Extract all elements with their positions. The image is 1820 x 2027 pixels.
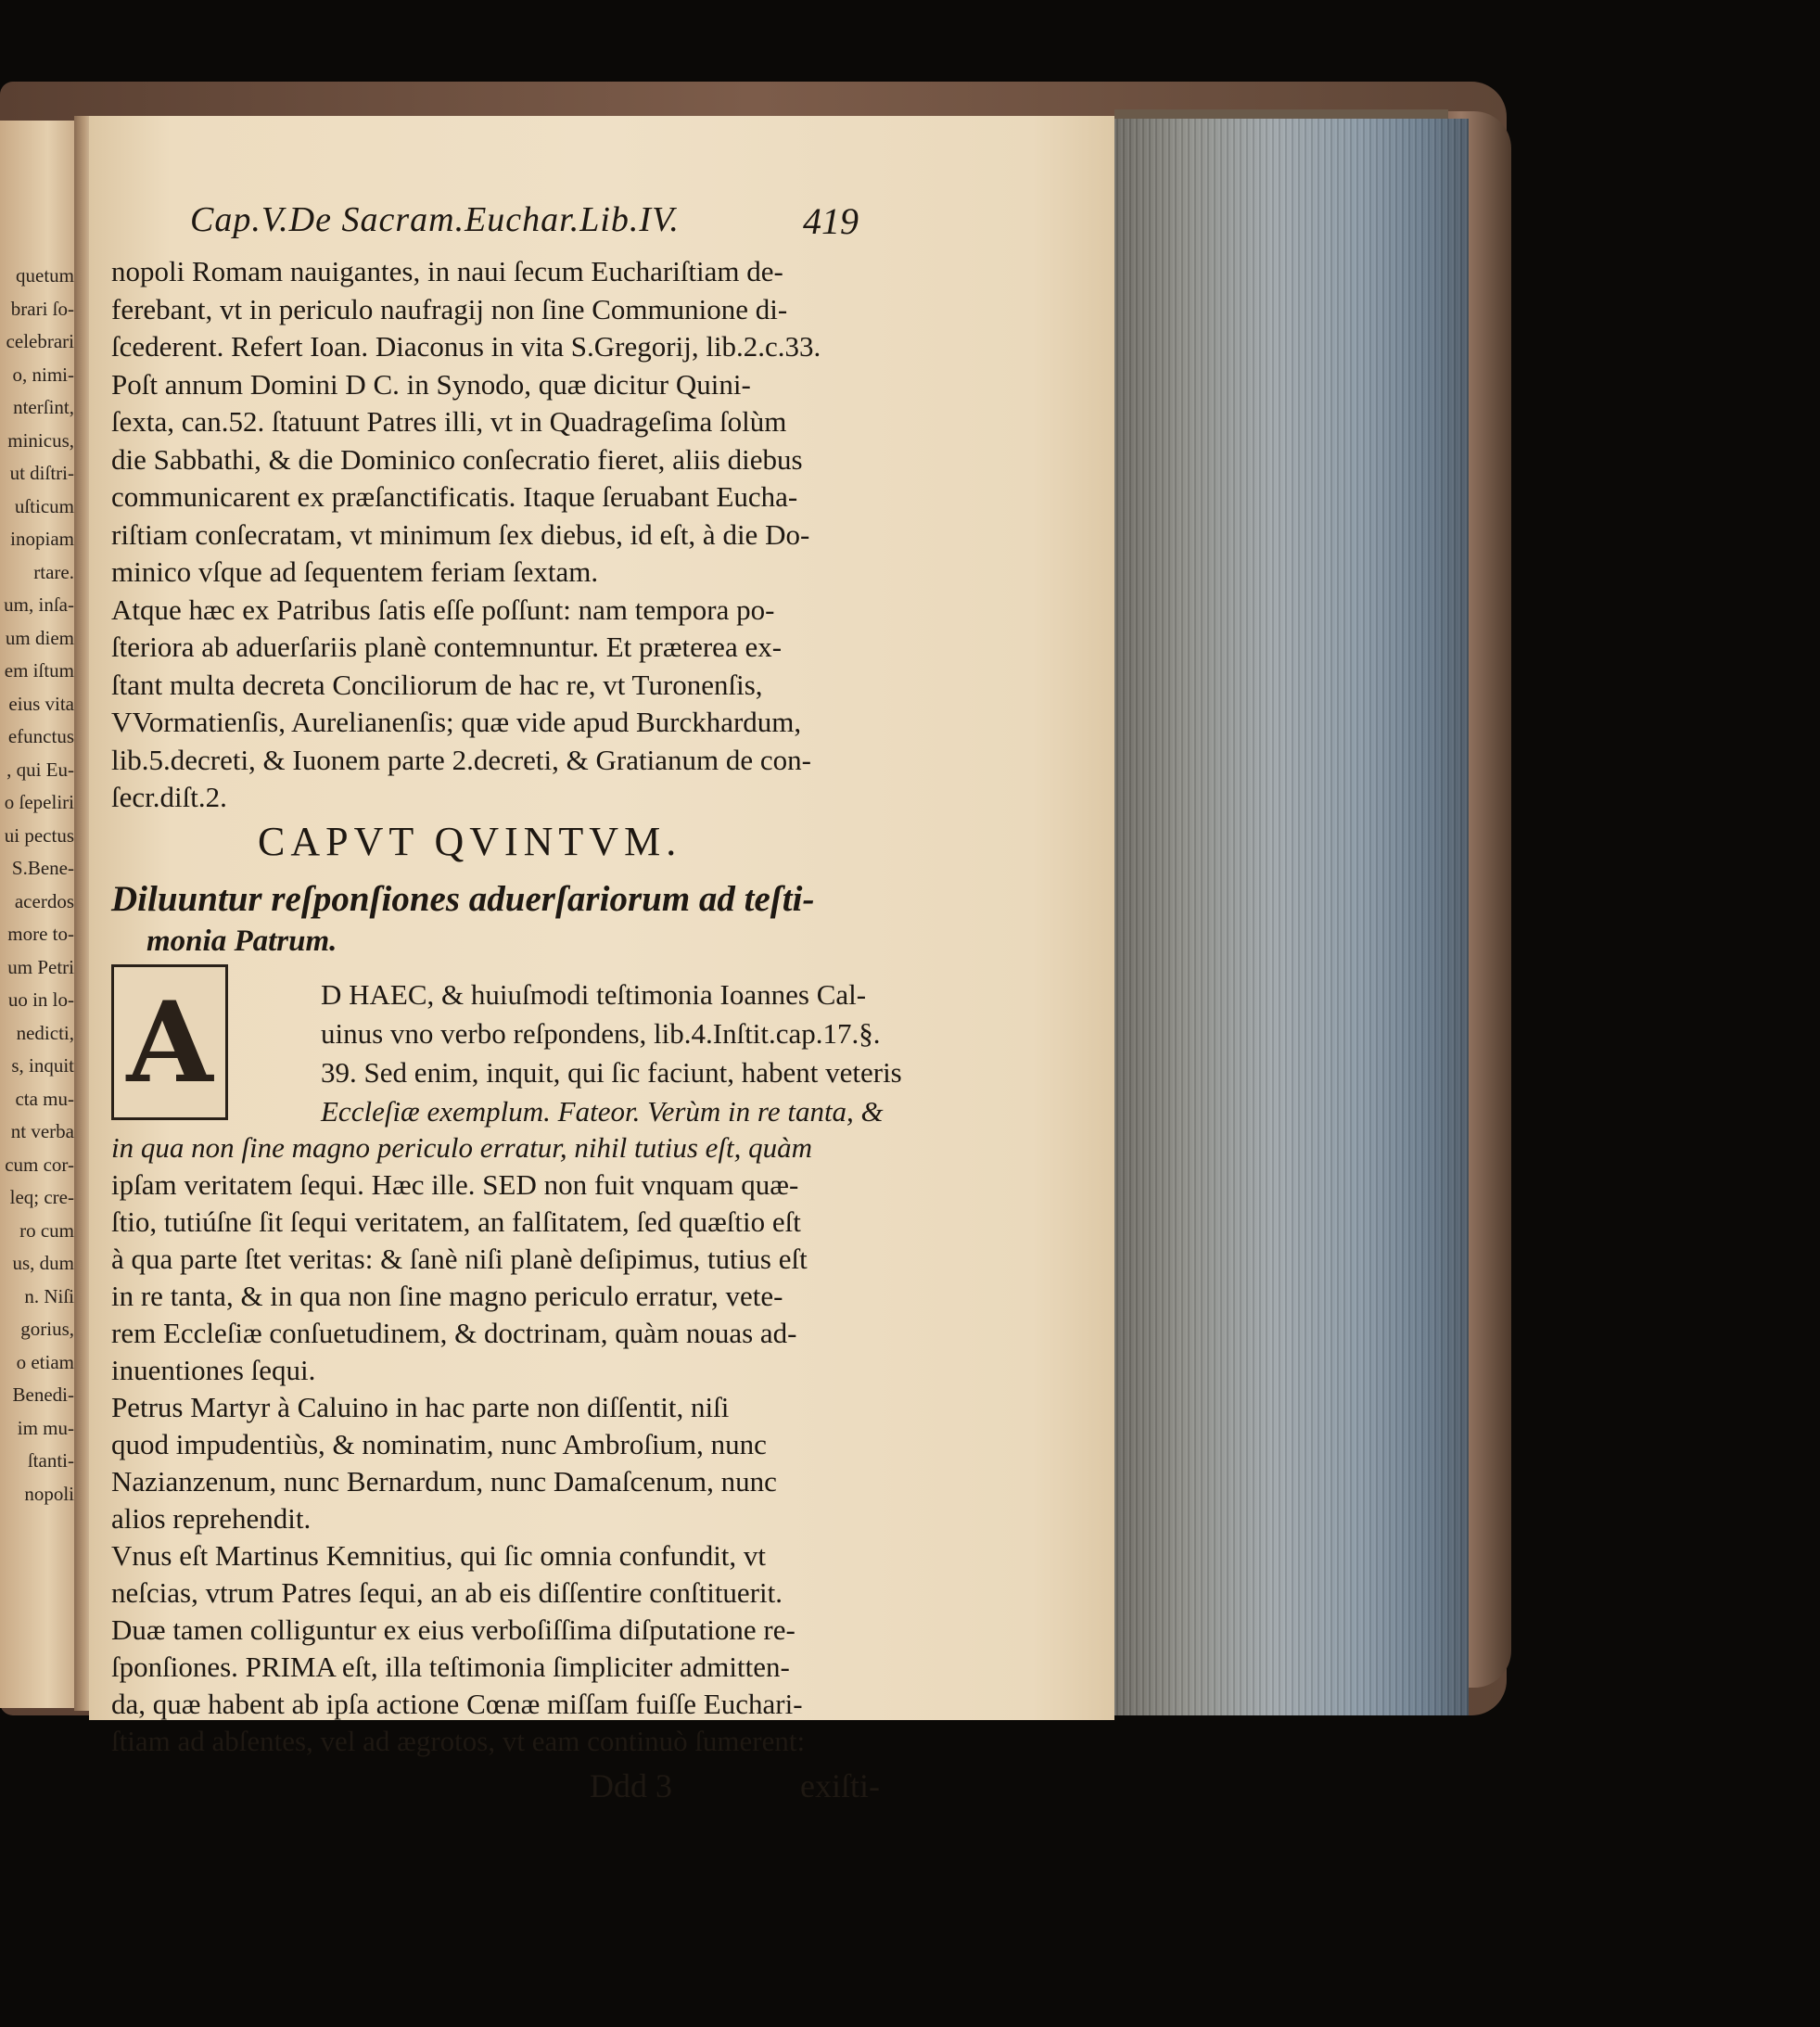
page-text [89,116,1114,1804]
left-page-text [0,260,74,1511]
left-page-fragment: eius vita [8,692,74,715]
text-line: neſcias, vtrum Patres ſequi, an ab eis diſſentire conſtituerit. [111,1576,783,1609]
left-page-fragment: cum cor- [5,1153,74,1176]
right-page [89,116,1114,1804]
text-line: ſcederent. Refert Ioan. Diaconus in vita S.Gregorij, lib.2.c.33. [111,330,821,363]
text-line: ſponſiones. PRIMA eſt, illa teſtimonia ſimpliciter admitten- [111,1651,790,1683]
initial-letter: A [126,976,213,1108]
text-line: communicarent ex præſanctificatis. Itaque ſeruabant Eucha- [111,480,798,513]
running-head: Cap.V.De Sacram.Euchar.Lib.IV. [190,200,680,239]
left-page-fragment: um Petri [7,955,74,978]
text-line: Atque hæc ex Patribus ſatis eſſe poſſunt: nam tempora po- [111,593,775,626]
left-page-fragment: um diem [5,626,74,649]
text-line: Vnus eſt Martinus Kemnitius, qui ſic omnia confundit, vt [111,1539,767,1572]
catchword: exiſti- [800,1767,880,1804]
left-page-fragment: nopoli [24,1482,74,1505]
left-page-fragment: more to- [7,923,74,945]
decorated-initial [111,964,228,1120]
text-line: D HAEC, & huiuſmodi teſtimonia Ioannes Cal- [321,978,867,1011]
text-line: VVormatienſis, Aurelianenſis; quæ vide apud Burckhardum, [111,706,802,738]
left-page-fragment: minicus, [7,428,74,452]
left-page-fragment: s, inquit [11,1054,74,1077]
left-page-fragment: celebrari [6,330,74,352]
text-line: minico vſque ad ſequentem feriam ſextam. [111,555,599,588]
fore-edge [1114,119,1469,1715]
left-page-fragment: uſticum [14,494,74,517]
left-page-fragment: nterſint, [13,396,74,418]
left-page-fragment: inopiam [10,528,74,550]
text-line: die Sabbathi, & die Dominico conſecratio fieret, aliis diebus [111,442,803,476]
text-line: à qua parte ſtet veritas: & ſanè niſi planè deſipimus, tutius eſt [111,1243,808,1275]
text-line: ſtio, tutiúſne ſit ſequi veritatem, an falſitatem, ſed quæſtio eſt [111,1205,801,1238]
text-line: quod impudentiùs, & nominatim, nunc Ambroſium, nunc [111,1428,767,1460]
text-line: lib.5.decreti, & Iuonem parte 2.decreti, & Gratianum de con- [111,743,811,776]
left-page-fragment: ui pectus [4,823,74,847]
left-page-fragment: nt verba [10,1120,74,1142]
text-line: ſtant multa decreta Conciliorum de hac re, vt Turonenſis, [111,668,763,701]
left-page-fragment: S.Bene- [11,857,74,879]
left-page-fragment: uo in lo- [7,988,74,1011]
chapter-subtitle-line-2: monia Patrum. [146,924,337,958]
left-page-fragment: ut diſtri- [9,462,74,484]
page-number: 419 [803,200,859,242]
left-page-fragment: leq; cre- [9,1186,74,1208]
left-page-fragment: ro cum [19,1218,74,1242]
text-line: Petrus Martyr à Caluino in hac parte non diſſentit, niſi [111,1391,730,1423]
left-page-fragment: cta mu- [15,1087,74,1110]
text-line: ſtiam ad abſentes, vel ad ægrotos, vt eam continuò ſumerent: [111,1725,806,1757]
left-page-fragment: o ſepeliri [4,791,74,813]
left-page-fragment: gorius, [20,1318,74,1340]
text-line: inuentiones ſequi. [111,1354,316,1386]
text-line: in qua non ſine magno periculo erratur, nihil tutius eſt, quàm [111,1131,813,1164]
text-line: Eccleſiæ exemplum. Fateor. Verùm in re tanta, & [321,1095,884,1128]
left-page-fragment: o, nimi- [12,363,74,386]
left-page [0,121,80,1708]
text-line: Nazianzenum, nunc Bernardum, nunc Damaſcenum, nunc [111,1465,777,1498]
text-line: ſexta, can.52. ſtatuunt Patres illi, vt in Quadrageſima ſolùm [111,405,787,438]
left-page-fragment: Benedi- [12,1383,74,1406]
text-line: riſtiam conſecratam, vt minimum ſex diebus, id eſt, à die Do- [111,517,810,551]
left-page-fragment: ſtanti- [27,1449,74,1472]
left-page-fragment: , qui Eu- [6,758,74,781]
left-page-fragment: efunctus [7,725,74,747]
text-line: Poſt annum Domini D C. in Synodo, quæ dicitur Quini- [111,367,751,401]
left-page-fragment: nedicti, [16,1021,74,1044]
left-page-fragment: n. Niſi [24,1284,74,1307]
left-page-fragment: im mu- [17,1416,74,1439]
text-line: 39. Sed enim, inquit, qui ſic faciunt, habent veteris [321,1056,902,1089]
text-line: ſecr.diſt.2. [111,781,227,813]
left-page-fragment: um, inſa- [4,593,74,616]
text-line: ipſam veritatem ſequi. Hæc ille. SED non fuit vnquam quæ- [111,1168,799,1201]
text-line: ſteriora ab aduerſariis planè contemnuntur. Et præterea ex- [111,631,783,663]
text-line: in re tanta, & in qua non ſine magno periculo erratur, vete- [111,1280,783,1312]
chapter-subtitle-line-1: Diluuntur reſponſiones aduerſariorum ad teſti- [111,879,815,919]
left-page-fragment: us, dum [12,1252,74,1274]
chapter-heading: CAPVT QVINTVM. [258,819,682,864]
left-page-fragment: o etiam [16,1350,74,1373]
left-page-fragment: quetum [16,264,74,287]
text-line: uinus vno verbo reſpondens, lib.4.Inſtit.cap.17.§. [321,1017,881,1050]
signature-mark: Ddd 3 [590,1767,672,1804]
text-line: nopoli Romam nauigantes, in naui ſecum Euchariſtiam de- [111,255,783,287]
text-line: rem Eccleſiæ conſuetudinem, & doctrinam, quàm nouas ad- [111,1317,797,1349]
text-line: alios reprehendit. [111,1502,312,1535]
text-line: Duæ tamen colliguntur ex eius verboſiſſima diſputatione re- [111,1613,795,1646]
left-page-fragment: rtare. [33,560,74,583]
left-page-fragment: acerdos [14,889,74,912]
text-line: ferebant, vt in periculo naufragij non ſine Communione di- [111,292,788,325]
left-page-fragment: brari ſo- [10,297,74,320]
left-page-fragment: em iſtum [4,659,74,682]
text-line: da, quæ habent ab ipſa actione Cœnæ miſſam fuiſſe Euchari- [111,1688,803,1720]
